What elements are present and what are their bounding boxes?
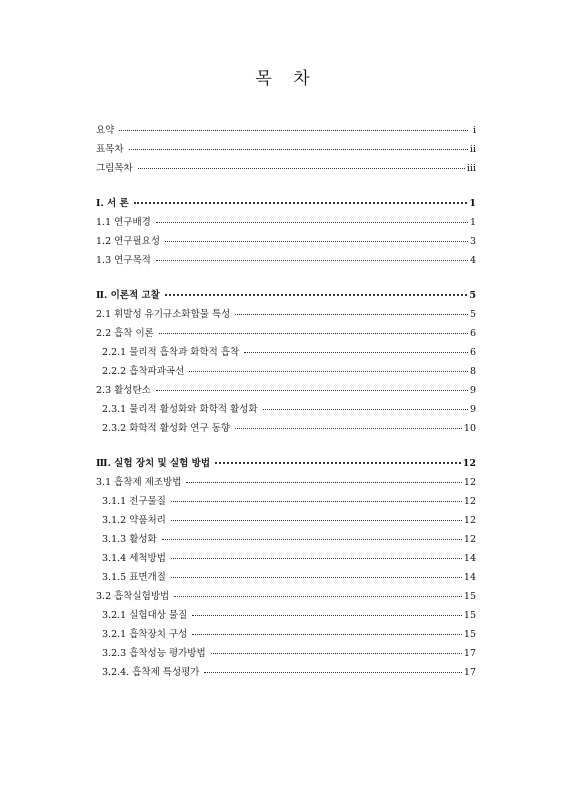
toc-entry: [96, 568, 476, 587]
toc-page-number: 12: [462, 458, 476, 469]
toc-page-number: 6: [469, 328, 476, 339]
section-gap: [96, 438, 476, 454]
toc-entry-label: 3.1.4 세척방법: [102, 553, 166, 564]
dot-leader: [189, 371, 468, 372]
toc-page-number: 5: [469, 290, 476, 301]
toc-page-number: 14: [463, 572, 476, 583]
toc-page-number: 9: [469, 404, 476, 415]
toc-entry: [96, 587, 476, 606]
toc-entry: [96, 492, 476, 511]
toc-entry: [96, 251, 476, 270]
toc-entry: [96, 362, 476, 381]
toc-entry-label: Ⅱ. 이론적 고찰: [96, 290, 160, 301]
toc-page-number: 8: [469, 366, 476, 377]
section-gap: [96, 270, 476, 286]
toc-entry-label: 그림목차: [96, 163, 133, 174]
toc-page-number: 15: [463, 591, 476, 602]
toc-entry: [96, 213, 476, 232]
toc-entry-label: 1.3 연구목적: [96, 255, 151, 266]
toc-entry: [96, 343, 476, 362]
dot-leader: [244, 352, 468, 353]
toc-entry-label: 3.2.3 흡착성능 평가방법: [102, 648, 206, 659]
toc-entry: [96, 159, 476, 178]
toc-page-number: 3: [469, 236, 476, 247]
toc-entry-label: 3.2 흡착실험방법: [96, 591, 170, 602]
toc-page-number: 10: [463, 423, 476, 434]
dot-leader: [171, 520, 462, 521]
dot-leader: [186, 482, 462, 483]
toc-entry: [96, 625, 476, 644]
toc-entry-label: 3.2.1 실험대상 물질: [102, 610, 188, 621]
section-gap: [96, 178, 476, 194]
toc-entry: [96, 606, 476, 625]
toc-entry: [96, 663, 476, 682]
dot-leader: [204, 672, 461, 673]
dot-leader: [171, 501, 462, 502]
toc-entry-label: 3.2.4. 흡착제 특성평가: [102, 667, 200, 678]
toc-entry-label: 2.1 휘발성 유기규소화합물 특성: [96, 309, 231, 320]
toc-entry-label: 2.3.2 화학적 활성화 연구 동향: [102, 423, 231, 434]
toc-page-number: 4: [469, 255, 476, 266]
toc-entry: [96, 419, 476, 438]
toc-page-number: 15: [463, 610, 476, 621]
dot-leader: [174, 596, 462, 597]
dot-leader: [165, 294, 468, 296]
toc-page-number: 12: [463, 477, 476, 488]
dot-leader: [159, 333, 468, 334]
table-of-contents: [96, 121, 476, 682]
toc-page-number: 14: [463, 553, 476, 564]
toc-chapter-entry: [96, 286, 476, 305]
dot-leader: [211, 653, 462, 654]
dot-leader: [138, 168, 465, 169]
toc-entry-label: 3.1.5 표면개질: [102, 572, 166, 583]
toc-page-number: 1: [469, 198, 476, 209]
toc-entry: [96, 381, 476, 400]
toc-page-number: 6: [469, 347, 476, 358]
toc-page-number: iii: [466, 163, 476, 174]
dot-leader: [235, 428, 462, 429]
toc-page-number: 15: [463, 629, 476, 640]
page-title: 목 차: [255, 69, 318, 89]
toc-entry-label: 3.2.1 흡착장치 구성: [102, 629, 188, 640]
toc-page-number: 9: [469, 385, 476, 396]
toc-entry: [96, 324, 476, 343]
toc-entry-label: 요약: [96, 125, 115, 136]
dot-leader: [134, 202, 468, 204]
dot-leader: [165, 241, 468, 242]
toc-page-number: ii: [469, 144, 476, 155]
toc-entry: [96, 400, 476, 419]
toc-entry-label: 1.1 연구배경: [96, 217, 151, 228]
toc-entry-label: Ⅲ. 실험 장치 및 실험 방법: [96, 458, 211, 469]
toc-entry-label: 3.1.2 약품처리: [102, 515, 166, 526]
dot-leader: [235, 314, 468, 315]
toc-entry-label: 표목차: [96, 144, 124, 155]
toc-entry-label: 1.2 연구필요성: [96, 236, 161, 247]
toc-chapter-entry: [96, 194, 476, 213]
dot-leader: [156, 390, 468, 391]
toc-entry-label: 2.2.1 물리적 흡착과 화학적 흡착: [102, 347, 240, 358]
dot-leader: [156, 222, 468, 223]
toc-entry-label: 2.2 흡착 이론: [96, 328, 154, 339]
toc-page-number: i: [472, 125, 476, 136]
toc-entry: [96, 530, 476, 549]
toc-page-number: 12: [463, 515, 476, 526]
toc-page-number: 12: [463, 496, 476, 507]
dot-leader: [119, 130, 468, 131]
toc-entry-label: 3.1.3 활성화: [102, 534, 157, 545]
dot-leader: [263, 409, 468, 410]
toc-entry: [96, 232, 476, 251]
dot-leader: [162, 539, 462, 540]
toc-entry-label: 2.2.2 흡착파과곡선: [102, 366, 185, 377]
dot-leader: [171, 558, 462, 559]
dot-leader: [192, 634, 462, 635]
toc-page-number: 12: [463, 534, 476, 545]
toc-page-number: 1: [469, 217, 476, 228]
toc-chapter-entry: [96, 454, 476, 473]
toc-entry-label: Ⅰ. 서 론: [96, 198, 129, 209]
toc-entry: [96, 644, 476, 663]
toc-entry: [96, 305, 476, 324]
toc-entry: [96, 140, 476, 159]
toc-entry: [96, 121, 476, 140]
toc-entry: [96, 473, 476, 492]
toc-page-number: 17: [463, 648, 476, 659]
toc-page-number: 5: [469, 309, 476, 320]
dot-leader: [171, 577, 462, 578]
dot-leader: [192, 615, 462, 616]
dot-leader: [129, 149, 468, 150]
dot-leader: [215, 462, 461, 464]
toc-entry-label: 2.3.1 물리적 활성화와 화학적 활성화: [102, 404, 258, 415]
toc-page-number: 17: [463, 667, 476, 678]
toc-entry: [96, 511, 476, 530]
toc-entry-label: 3.1.1 전구물질: [102, 496, 166, 507]
toc-entry-label: 3.1 흡착제 제조방법: [96, 477, 182, 488]
dot-leader: [156, 260, 468, 261]
toc-entry: [96, 549, 476, 568]
toc-entry-label: 2.3 활성탄소: [96, 385, 151, 396]
